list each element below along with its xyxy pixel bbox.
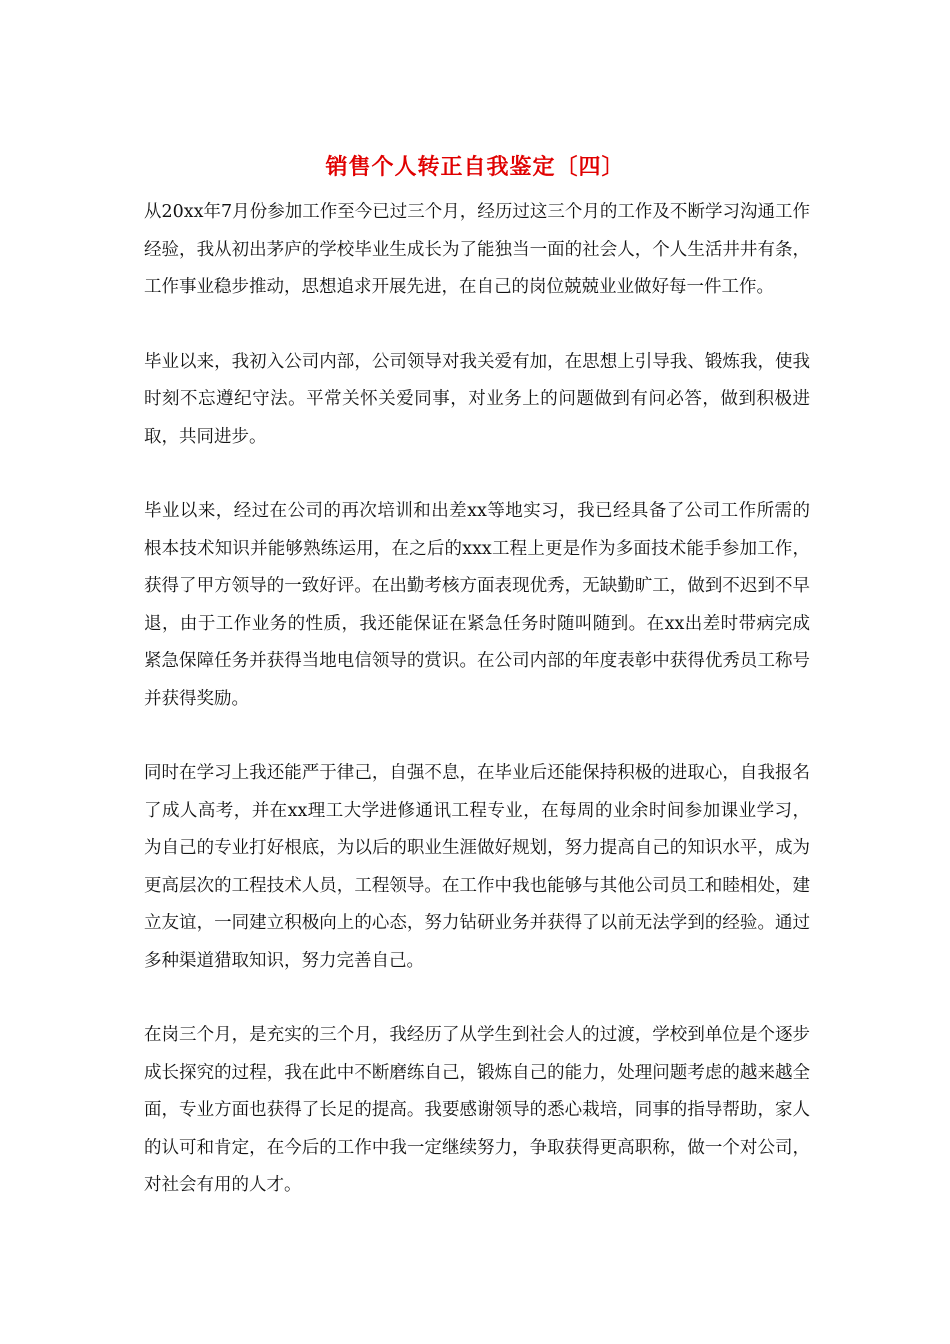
paragraph-5: 在岗三个月，是充实的三个月，我经历了从学生到社会人的过渡，学校到单位是个逐步成长探究的过程，我在此中不断磨练自己，锻炼自己的能力，处理问题考虑的越来越全面，专业方面也获得了长足的提高。我要感谢领导的悉心栽培，同事的指导帮助，家人的认可和肯定，在今后的工作中我一定继续努力，争取获得更高职称，做一个对公司，对社会有用的人才。 xyxy=(144,1025,810,1195)
paragraph-4: 同时在学习上我还能严于律己，自强不息，在毕业后还能保持积极的进取心，自我报名了成人高考，并在xx理工大学进修通讯工程专业，在每周的业余时间参加课业学习，为自己的专业打好根底，为以后的职业生涯做好规划，努力提高自己的知识水平，成为更高层次的工程技术人员，工程领导。在工作中我也能够与其他公司员工和睦相处，建立友谊，一同建立积极向上的心态，努力钻研业务并获得了以前无法学到的经验。通过多种渠道猎取知识，努力完善自己。 xyxy=(144,763,810,971)
document-title: 销售个人转正自我鉴定〔四〕 xyxy=(325,154,625,180)
paragraph-2: 毕业以来，我初入公司内部，公司领导对我关爱有加，在思想上引导我、锻炼我，使我时刻不忘遵纪守法。平常关怀关爱同事，对业务上的问题做到有问必答，做到积极进取，共同进步。 xyxy=(144,351,810,447)
document-body xyxy=(144,194,810,1205)
paragraph-3: 毕业以来，经过在公司的再次培训和出差xx等地实习，我已经具备了公司工作所需的根本技术知识并能够熟练运用，在之后的xxx工程上更是作为多面技术能手参加工作，获得了甲方领导的一致好评。在出勤考核方面表现优秀，无缺勤旷工，做到不迟到不早退，由于工作业务的性质，我还能保证在紧急任务时随叫随到。在xx出差时带病完成紧急保障任务并获得当地电信领导的赏识。在公司内部的年度表彰中获得优秀员工称号并获得奖励。 xyxy=(144,501,810,709)
paragraph-1: 从20xx年7月份参加工作至今已过三个月，经历过这三个月的工作及不断学习沟通工作经验，我从初出茅庐的学校毕业生成长为了能独当一面的社会人，个人生活井井有条，工作事业稳步推动，思想追求开展先进，在自己的岗位兢兢业业做好每一件工作。 xyxy=(144,202,810,297)
